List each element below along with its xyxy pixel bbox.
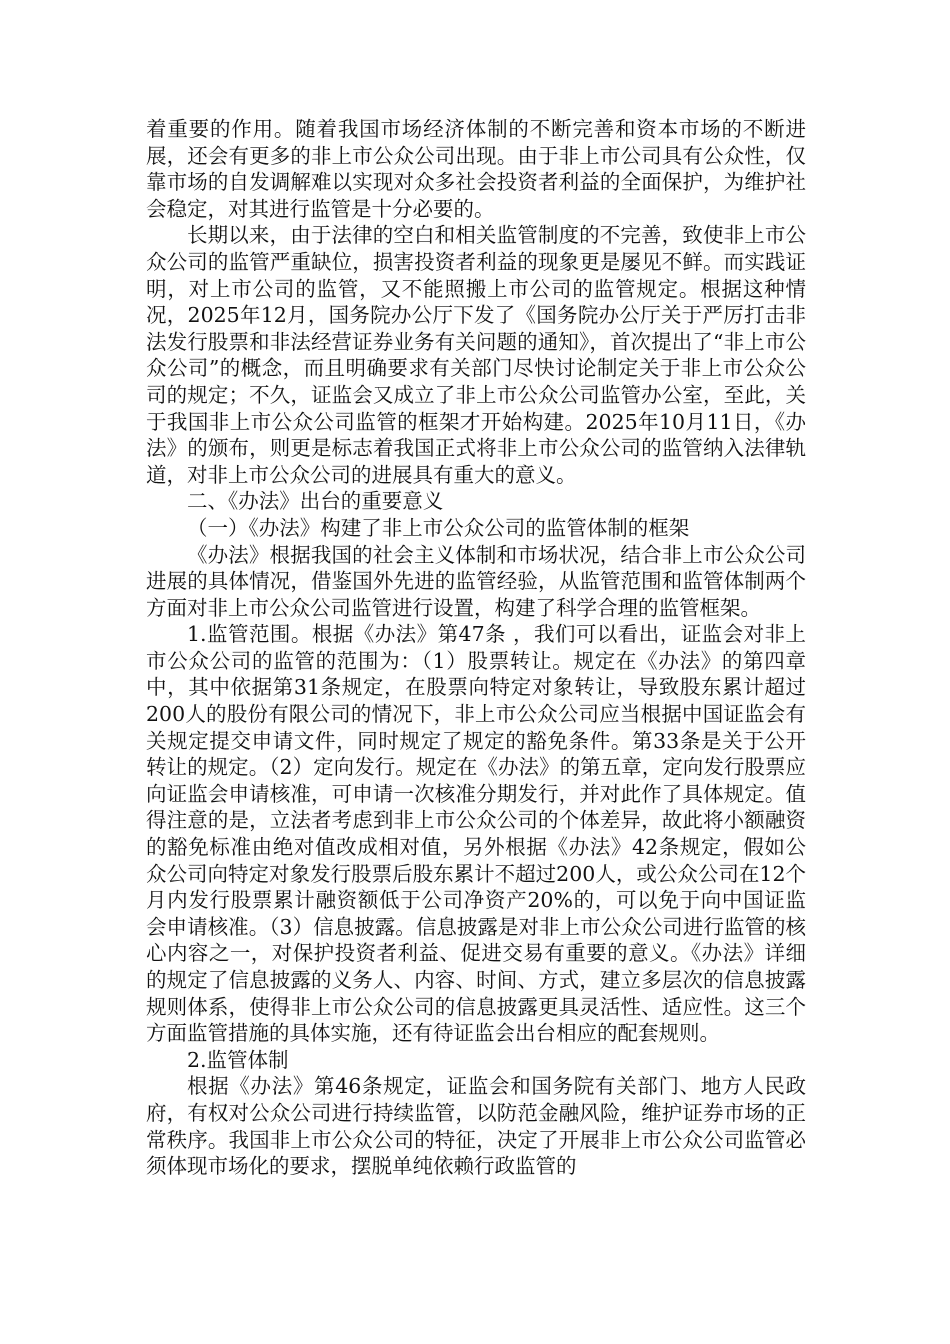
paragraph-supervision-system: 根据《办法》第46条规定，证监会和国务院有关部门、地方人民政府，有权对公众公司进行持续监管，以防范金融风险，维护证券市场的正常秩序。我国非上市公众公司的特征，决定了开展非上市公众公司监管必须体现市场化的要求，摆脱单纯依赖行政监管的: [146, 1074, 806, 1179]
paragraph-intro-continuation: 着重要的作用。随着我国市场经济体制的不断完善和资本市场的不断进展，还会有更多的非上市公众公司出现。由于非上市公司具有公众性，仅靠市场的自发调解难以实现对众多社会投资者利益的全面保护，为维护社会稳定，对其进行监管是十分必要的。: [146, 117, 806, 221]
paragraph-background: 长期以来，由于法律的空白和相关监管制度的不完善，致使非上市公众公司的监管严重缺位，损害投资者利益的现象更是屡见不鲜。而实践证明，对上市公司的监管，又不能照搬上市公司的监管规定。根据这种情况，2025年12月，国务院办公厅下发了《国务院办公厅关于严厉打击非法发行股票和非法经营证券业务有关问题的通知》，首次提出了“非上市公众公司”的概念，而且明确要求有关部门尽快讨论制定关于非上市公众公司的规定；不久，证监会又成立了非上市公众公司监管办公室，至此，关于我国非上市公众公司监管的框架才开始构建。2025年10月11日，《办法》的颁布，则更是标志着我国正式将非上市公众公司的监管纳入法律轨道，对非上市公众公司的进展具有重大的意义。: [146, 223, 806, 487]
subsection-heading-framework: （一）《办法》构建了非上市公众公司的监管体制的框架: [187, 515, 690, 540]
paragraph-scope: 1.监管范围。根据《办法》第47条 ，我们可以看出，证监会对非上市公众公司的监管的范围为：（1）股票转让。规定在《办法》的第四章中，其中依据第31条规定，在股票向特定对象转让，导致股东累计超过200人的股份有限公司的情况下，非上市公众公司应当根据中国证监会有关规定提交申请文件，同时规定了规定的豁免条件。第33条是关于公开转让的规定。（2）定向发行。规定在《办法》的第五章，定向发行股票应向证监会申请核准，可申请一次核准分期发行，并对此作了具体规定。值得注意的是，立法者考虑到非上市公众公司的个体差异，故此将小额融资的豁免标准由绝对值改成相对值，另外根据《办法》42条规定，假如公众公司向特定对象发行股票后股东累计不超过200人，或公众公司在12个月内发行股票累计融资额低于公司净资产20%的，可以免于向中国证监会申请核准。（3）信息披露。信息披露是对非上市公众公司进行监管的核心内容之一，对保护投资者利益、促进交易有重要的意义。《办法》详细的规定了信息披露的义务人、内容、时间、方式，建立多层次的信息披露规则体系，使得非上市公众公司的信息披露更具灵活性、适应性。这三个方面监管措施的具体实施，还有待证监会出台相应的配套规则。: [146, 622, 806, 1046]
document-body: [146, 116, 806, 1180]
paragraph-framework: 《办法》根据我国的社会主义体制和市场状况，结合非上市公众公司进展的具体情况，借鉴国外先进的监管经验，从监管范围和监管体制两个方面对非上市公众公司监管进行设置，构建了科学合理的监管框架。: [146, 542, 806, 620]
subheading-supervision-system: 2.监管体制: [187, 1047, 289, 1072]
section-heading-significance: 二、《办法》出台的重要意义: [187, 489, 444, 514]
